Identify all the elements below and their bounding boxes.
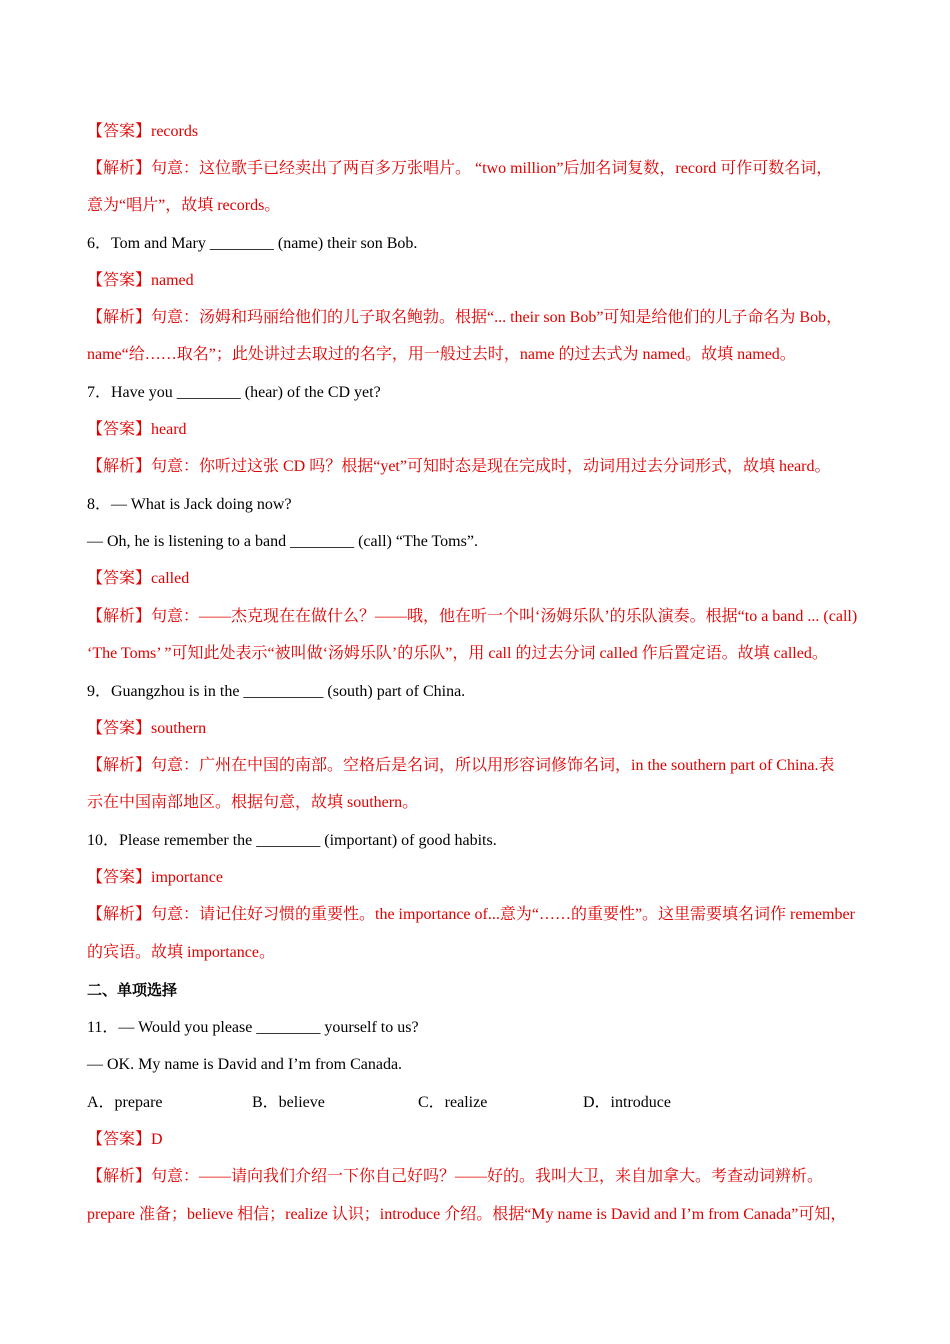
q5-analysis-line-2: 意为“唱片”，故填 records。 [87,197,281,214]
q6-analysis-line-2: name“给……取名”；此处讲过去取过的名字，用一般过去时，name 的过去式为 named。故填 named。 [87,346,796,363]
q8-question-line-1: 8．— What is Jack doing now? [87,496,292,513]
q7-answer: 【答案】heard [87,421,187,438]
q8-question-line-2: — Oh, he is listening to a band ________ (call) “The Toms”. [87,533,478,550]
q5-analysis-line-1: 【解析】句意：这位歌手已经卖出了两百多万张唱片。 “two million”后加名词复数，record 可作可数名词， [87,160,833,177]
q11-option-c: C．realize [418,1094,488,1111]
q8-analysis-line-1: 【解析】句意：——杰克现在在做什么？——哦，他在听一个叫‘汤姆乐队’的乐队演奏。根据“to a band ... (call) [87,608,858,625]
q7-question: 7．Have you ________ (hear) of the CD yet? [87,384,381,401]
q10-analysis-line-1: 【解析】句意：请记住好习惯的重要性。the importance of...意为“……的重要性”。这里需要填名词作 remember [87,906,855,923]
q10-analysis-line-2: 的宾语。故填 importance。 [87,944,275,961]
q5-answer: 【答案】records [87,123,199,140]
q9-question: 9．Guangzhou is in the __________ (south) part of China. [87,683,466,700]
q10-question: 10．Please remember the ________ (important) of good habits. [87,832,497,849]
q8-answer: 【答案】called [87,570,190,587]
q9-analysis-line-2: 示在中国南部地区。根据句意，故填 southern。 [87,794,419,811]
q7-analysis-line-1: 【解析】句意：你听过这张 CD 吗？根据“yet”可知时态是现在完成时，动词用过去分词形式，故填 heard。 [87,458,831,475]
q11-option-d: D．introduce [583,1094,671,1111]
q11-analysis-line-1: 【解析】句意：——请向我们介绍一下你自己好吗？——好的。我叫大卫，来自加拿大。考查动词辨析。 [87,1168,824,1185]
q6-question: 6．Tom and Mary ________ (name) their son Bob. [87,235,418,252]
q11-answer: 【答案】D [87,1131,163,1148]
section-heading: 二、单项选择 [87,981,178,999]
q11-option-b: B．believe [252,1094,325,1111]
q10-answer: 【答案】importance [87,869,223,886]
q6-analysis-line-1: 【解析】句意：汤姆和玛丽给他们的儿子取名鲍勃。根据“... their son Bob”可知是给他们的儿子命名为 Bob， [87,309,843,326]
q11-option-a: A．prepare [87,1094,163,1111]
q11-analysis-line-2: prepare 准备；believe 相信；realize 认识；introduce 介绍。根据“My name is David and I’m from Canada”可知， [87,1206,847,1223]
q11-question-line-2: — OK. My name is David and I’m from Canada. [87,1056,403,1073]
q9-answer: 【答案】southern [87,720,207,737]
q9-analysis-line-1: 【解析】句意：广州在中国的南部。空格后是名词，所以用形容词修饰名词，in the southern part of China.表 [87,757,835,774]
q11-question-line-1: 11．— Would you please ________ yourself to us? [87,1019,419,1036]
q6-answer: 【答案】named [87,272,194,289]
q8-analysis-line-2: ‘The Toms’ ”可知此处表示“被叫做‘汤姆乐队’的乐队”，用 call 的过去分词 called 作后置定语。故填 called。 [87,645,828,662]
